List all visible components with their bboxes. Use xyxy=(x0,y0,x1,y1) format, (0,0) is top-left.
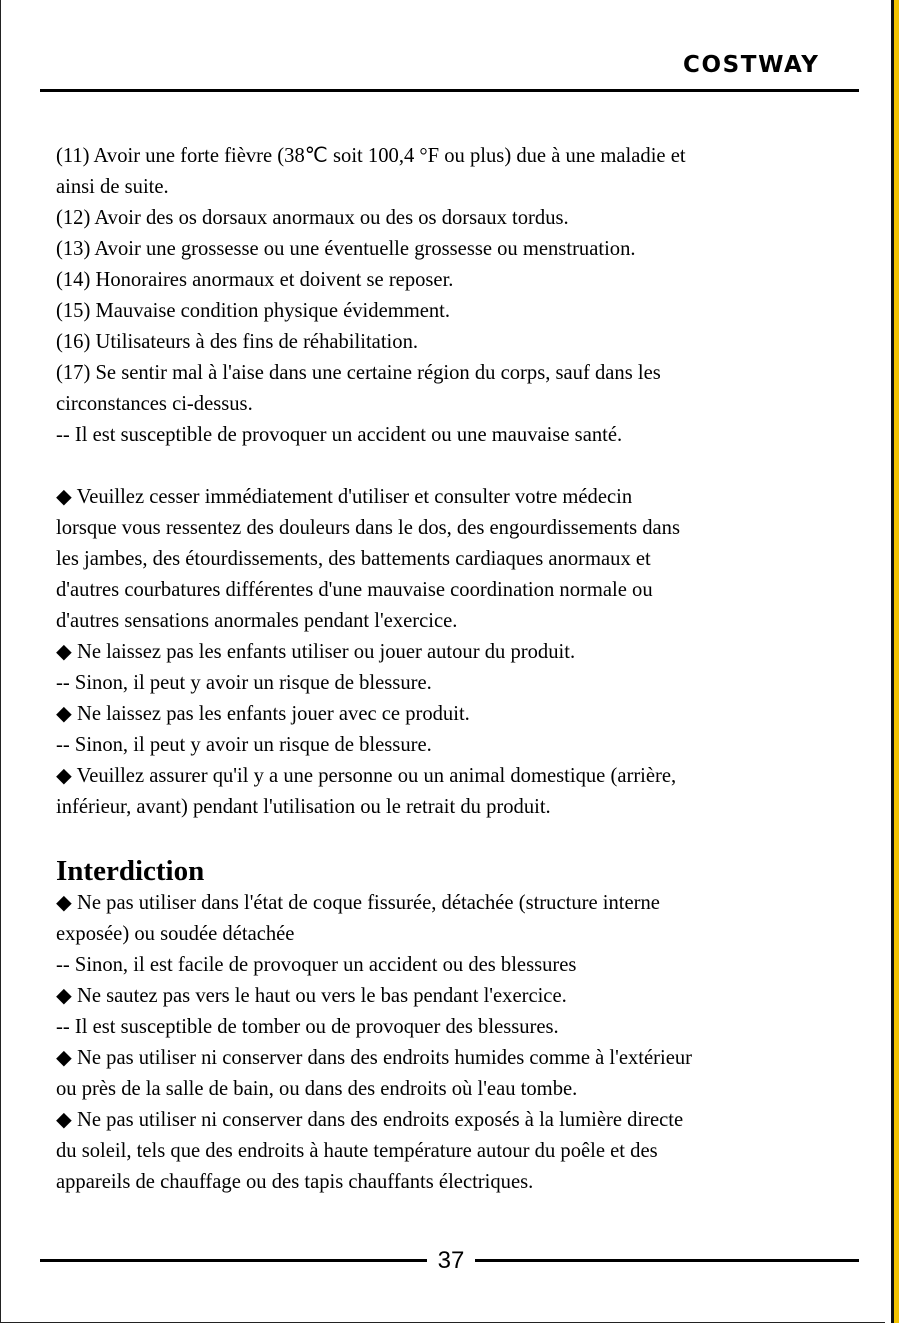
page-edge-strip xyxy=(885,0,899,1323)
interdiction-jumping: ◆ Ne sautez pas vers le haut ou vers le bas pendant l'exercice. xyxy=(56,985,567,1007)
brand-logo: COSTWAY xyxy=(683,52,820,78)
interdiction-cracked-shell-note: -- Sinon, il est facile de provoquer un accident ou des blessures xyxy=(56,954,577,976)
paragraph-gap xyxy=(56,451,856,482)
page-number: 37 xyxy=(437,1247,465,1274)
warning-children-around: ◆ Ne laissez pas les enfants utiliser ou jouer autour du produit. xyxy=(56,641,576,663)
warning-children-play-note: -- Sinon, il peut y avoir un risque de blessure. xyxy=(56,734,432,756)
content-body xyxy=(56,141,856,1198)
warning-stop-use: ◆ Veuillez cesser immédiatement d'utiliser et consulter votre médecin lorsque vous ressentez des douleurs dans le dos, des engourdissements dans les jambes, des étourdissements, des battements cardiaques anormaux et d'autres courbatures différentes d'une mauvaise coordination normale ou d'autres sensations anormales pendant l'exercice. xyxy=(56,486,680,632)
warning-person-pet: ◆ Veuillez assurer qu'il y a une personne ou un animal domestique (arrière, inférieur, avant) pendant l'utilisation ou le retrait du produit. xyxy=(56,765,677,818)
footer-rule-right xyxy=(475,1259,859,1262)
warning-children-around-note: -- Sinon, il peut y avoir un risque de blessure. xyxy=(56,672,432,694)
interdiction-cracked-shell: ◆ Ne pas utiliser dans l'état de coque fissurée, détachée (structure interne exposée) ou soudée détachée xyxy=(56,892,660,945)
condition-17: (17) Se sentir mal à l'aise dans une certaine région du corps, sauf dans les circonstances ci-dessus. xyxy=(56,362,661,415)
condition-13: (13) Avoir une grossesse ou une éventuelle grossesse ou menstruation. xyxy=(56,238,636,260)
interdiction-heading: Interdiction xyxy=(56,855,205,887)
interdiction-humid-places: ◆ Ne pas utiliser ni conserver dans des endroits humides comme à l'extérieur ou près de la salle de bain, ou dans des endroits où l'eau tombe. xyxy=(56,1047,693,1100)
condition-15: (15) Mauvaise condition physique évidemment. xyxy=(56,300,451,322)
condition-note: -- Il est susceptible de provoquer un accident ou une mauvaise santé. xyxy=(56,424,623,446)
condition-14: (14) Honoraires anormaux et doivent se reposer. xyxy=(56,269,454,291)
interdiction-jumping-note: -- Il est susceptible de tomber ou de provoquer des blessures. xyxy=(56,1016,559,1038)
footer-rule-left xyxy=(40,1259,427,1262)
interdiction-sunlight-heat: ◆ Ne pas utiliser ni conserver dans des endroits exposés à la lumière directe du soleil, tels que des endroits à haute température autour du poêle et des appareils de chauffage ou des tapis chauffants électriques. xyxy=(56,1109,684,1193)
condition-11: (11) Avoir une forte fièvre (38℃ soit 100,4 °F ou plus) due à une maladie et ainsi de suite. xyxy=(56,145,686,198)
condition-12: (12) Avoir des os dorsaux anormaux ou des os dorsaux tordus. xyxy=(56,207,569,229)
warning-children-play: ◆ Ne laissez pas les enfants jouer avec ce produit. xyxy=(56,703,470,725)
paragraph-gap xyxy=(56,823,856,854)
header-rule xyxy=(40,89,859,92)
condition-16: (16) Utilisateurs à des fins de réhabilitation. xyxy=(56,331,419,353)
